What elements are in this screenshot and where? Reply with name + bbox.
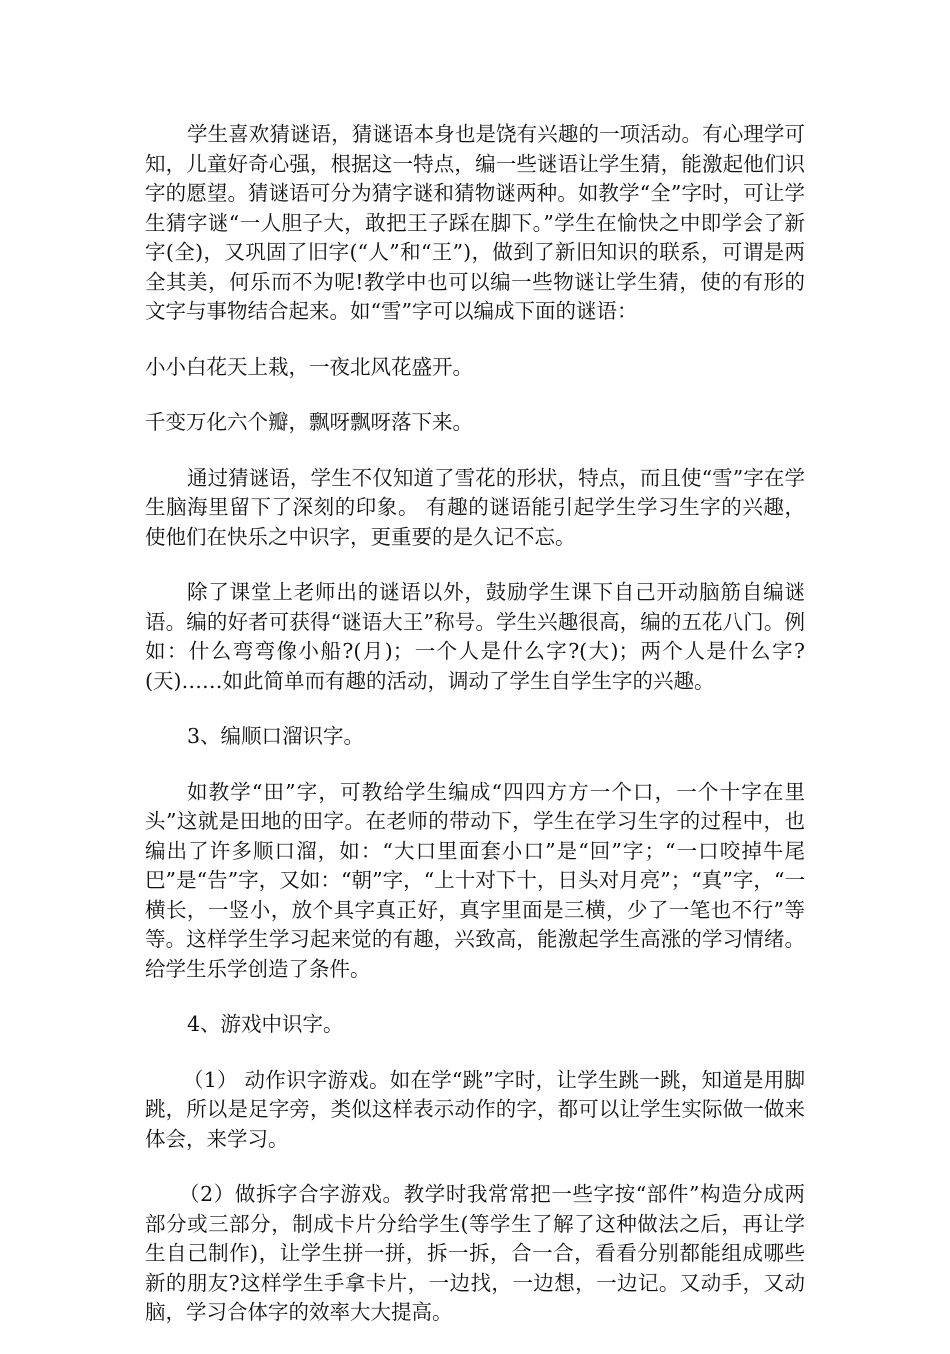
paragraph-self-made-riddles: 除了课堂上老师出的谜语以外，鼓励学生课下自己开动脑筋自编谜语。编的好者可获得“谜语大王”称号。学生兴趣很高，编的五花八门。例如：什么弯弯像小船?(月)；一个人是什么字?(大)；两个人是什么字?(天)……如此简单而有趣的活动，调动了学生自学生字的兴趣。: [145, 580, 805, 693]
section-heading-4: 4、游戏中识字。: [187, 1012, 344, 1036]
riddle-line-2: 千变万化六个瓣，飘呀飘呀落下来。: [145, 410, 473, 434]
paragraph-riddle-effect: 通过猜谜语，学生不仅知道了雪花的形状，特点，而且使“雪”字在学生脑海里留下了深刻的印象。 有趣的谜语能引起学生学习生字的兴趣，使他们在快乐之中识字，更重要的是久记不忘。: [145, 465, 805, 549]
paragraph-rhymes: 如教学“田”字，可教给学生编成“四四方方一个口，一个十字在里头”这就是田地的田字。在老师的带动下，学生在学习生字的过程中，也编出了许多顺口溜，如：“大口里面套小口”是“回”字；“一口咬掉牛尾巴”是“告”字，又如：“朝”字，“上十对下十，日头对月亮”；“真”字，“一横长，一竖小，放个具字真正好，真字里面是三横，少了一笔也不行”等等。这样学生学习起来觉的有趣，兴致高，能激起学生高涨的学习情绪。给学生乐学创造了条件。: [145, 779, 805, 981]
paragraph-riddle-intro: 学生喜欢猜谜语，猜谜语本身也是饶有兴趣的一项活动。有心理学可知，儿童好奇心强，根据这一特点，编一些谜语让学生猜，能激起他们识字的愿望。猜谜语可分为猜字谜和猜物谜两种。如教学“全”字时，可让学生猜字谜“一人胆子大，敢把王子踩在脚下。”学生在愉快之中即学会了新字(全)，又巩固了旧字(“人”和“王”)，做到了新旧知识的联系，可谓是两全其美，何乐而不为呢!教学中也可以编一些物谜让学生猜，使的有形的文字与事物结合起来。如“雪”字可以编成下面的谜语：: [145, 122, 805, 323]
paragraph-split-merge-game: （2）做拆字合字游戏。教学时我常常把一些字按“部件”构造分成两部分或三部分，制成卡片分给学生(等学生了解了这种做法之后，再让学生自己制作)，让学生拼一拼，拆一拆，合一合，看看分别都能组成哪些新的朋友?这样学生手拿卡片，一边找，一边想，一边记。又动手，又动脑，学习合体字的效率大大提高。: [145, 1182, 805, 1324]
riddle-line-1: 小小白花天上栽，一夜北风花盛开。: [145, 354, 473, 379]
paragraph-action-game: （1） 动作识字游戏。如在学“跳”字时，让学生跳一跳，知道是用脚跳，所以是足字旁，类似这样表示动作的字，都可以让学生实际做一做来体会，来学习。: [145, 1067, 805, 1151]
section-heading-3: 3、编顺口溜识字。: [187, 724, 365, 748]
document-body: [145, 120, 805, 1354]
